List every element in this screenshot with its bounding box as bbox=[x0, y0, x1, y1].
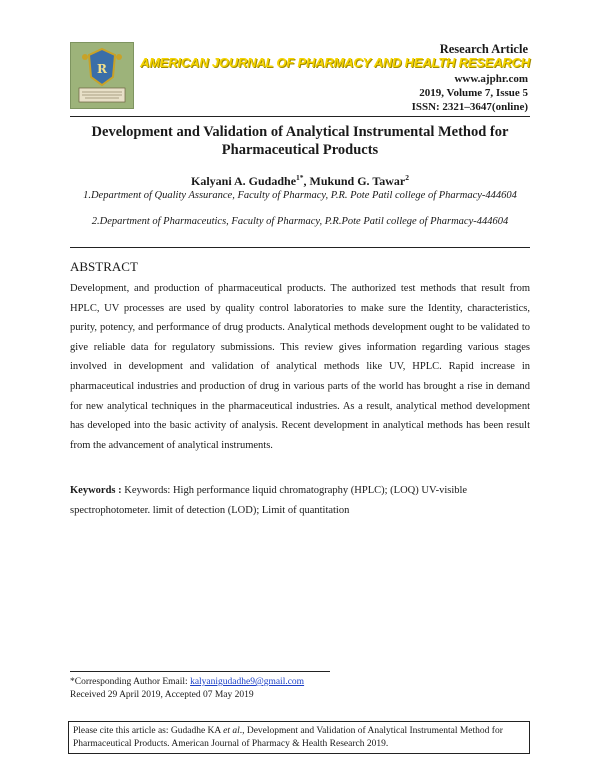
cite-prefix: Please cite this article as: Gudadhe KA bbox=[73, 726, 224, 736]
corresponding-label: *Corresponding Author Email: bbox=[70, 677, 191, 687]
keywords-label: Keywords : bbox=[70, 485, 122, 496]
cite-rest: ., Development and Validation of Analytical Instrumental Method for Pharmaceutical Products. American Journal of Pharmacy & Health Research 2019. bbox=[73, 726, 503, 749]
journal-logo bbox=[70, 42, 134, 109]
keywords-section bbox=[70, 481, 530, 520]
author-separator: , bbox=[303, 174, 310, 188]
author-name: Kalyani A. Gudadhe bbox=[190, 174, 297, 188]
paper-title: Development and Validation of Analytical Instrumental Method for Pharmaceutical Products bbox=[91, 124, 509, 158]
svg-text:R: R bbox=[97, 62, 107, 76]
abstract-body: Development, and production of pharmaceutical products. The authorized test methods that result from HPLC, UV processes are used by quality control laboratories to make sure the Identity, characteristics, purity, potency, and performance of drug products. Analytical methods development ought to be validated to give reliable data for regulatory submissions. This review gives information regarding various stages involved in development and validation of analytical methods like UV, HPLC. Rapid increase in pharmaceutical industries and production of drug in various parts of the world has brought a rise in demand for new analytical techniques in the pharmaceutical industries. As a result, analytical method development has developed into the basic activity of analysis. Recent development in analytical methods has been result from the advancement of analytical instruments. bbox=[70, 283, 530, 451]
affiliation-2: 2.Department of Pharmaceutics, Faculty of Pharmacy, P.R.Pote Patil college of Pharmacy-444604 bbox=[91, 216, 509, 227]
affiliation-divider bbox=[70, 247, 530, 248]
journal-website: www.ajphr.com bbox=[454, 73, 528, 85]
header-divider bbox=[70, 116, 530, 117]
journal-volume: 2019, Volume 7, Issue 5 bbox=[419, 87, 528, 99]
author-name: Mukund G. Tawar bbox=[309, 174, 406, 188]
correspondence-note bbox=[70, 676, 304, 702]
received-dates: Received 29 April 2019, Accepted 07 May 2019 bbox=[70, 690, 254, 700]
cite-etal: et al bbox=[223, 726, 240, 736]
affiliation-1: 1.Department of Quality Assurance, Faculty of Pharmacy, P.R. Pote Patil college of Pharmacy-444604 bbox=[83, 190, 517, 201]
keywords-text: Keywords: High performance liquid chromatography (HPLC); (LOQ) UV-visible spectrophotometer. limit of detection (LOD); Limit of quantitation bbox=[70, 485, 468, 516]
journal-name: AMERICAN JOURNAL OF PHARMACY AND HEALTH RESEARCH bbox=[139, 55, 530, 70]
article-type-label: Research Article bbox=[439, 42, 528, 56]
abstract-heading: ABSTRACT bbox=[70, 259, 138, 274]
author-affiliation-mark: 1* bbox=[296, 173, 304, 182]
journal-issn: ISSN: 2321–3647(online) bbox=[411, 101, 528, 113]
journal-crest-icon bbox=[71, 43, 133, 108]
citation-box bbox=[68, 721, 530, 754]
footnote-divider bbox=[70, 671, 330, 672]
author-affiliation-mark: 2 bbox=[405, 173, 409, 182]
author-line bbox=[70, 173, 530, 189]
corresponding-email-link[interactable]: kalyanigudadhe9@gmail.com bbox=[190, 677, 305, 687]
